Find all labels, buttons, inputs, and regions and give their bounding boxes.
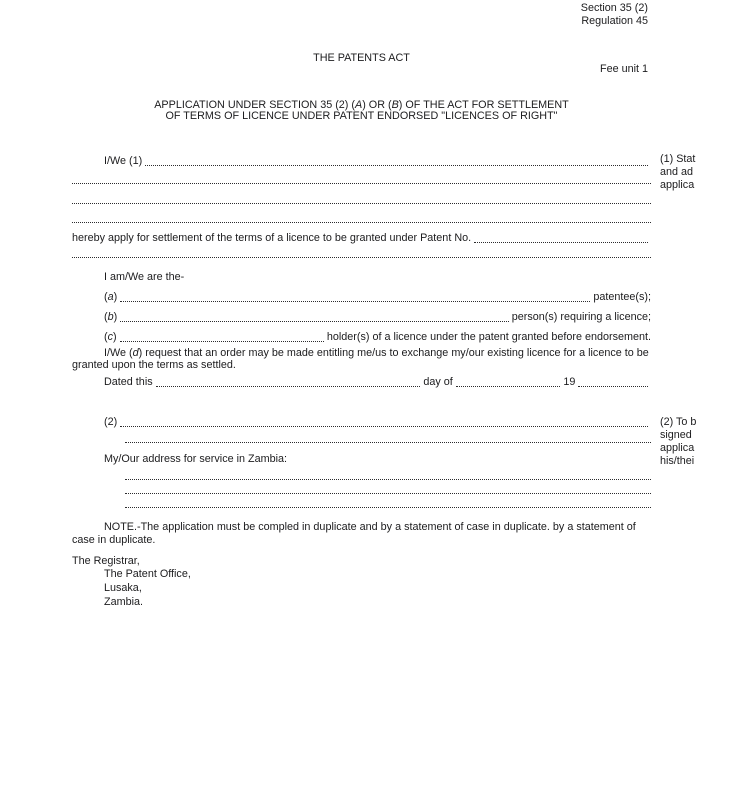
zambia-line: Zambia.	[104, 596, 144, 608]
form-title-line1: APPLICATION UNDER SECTION 35 (2) (A) OR (B) OF THE ACT FOR SETTLEMENT	[154, 99, 569, 111]
item-b-label: (b)	[104, 311, 118, 323]
dated-day-fill-line	[156, 386, 421, 387]
signature-fill-line-2	[125, 442, 651, 443]
applicant-fill-line-2	[72, 183, 651, 184]
item-a-label: (a)	[104, 291, 118, 303]
capacity-item-c	[104, 331, 651, 344]
margin-note-1-line2: and ad	[660, 166, 694, 178]
note-paragraph-line2: case in duplicate.	[72, 534, 156, 546]
item-b-fill-line	[120, 321, 509, 322]
dated-month-fill-line	[456, 386, 561, 387]
address-fill-line-1	[125, 479, 651, 480]
applicant-fill-line-4	[72, 222, 651, 223]
note-paragraph-line1: NOTE.-The application must be compled in duplicate and by a statement of case in duplicate. by a statement of	[104, 521, 636, 533]
dated-row	[104, 376, 651, 389]
applicant-name-fill-line	[145, 165, 648, 166]
item-a-fill-line	[120, 301, 590, 302]
margin-note-1-line3: applica	[660, 179, 695, 191]
form-title-line2: OF TERMS OF LICENCE UNDER PATENT ENDORSED "LICENCES OF RIGHT"	[165, 110, 558, 122]
margin-note-2-line4: his/thei	[660, 455, 695, 467]
signature-fill-line	[120, 426, 648, 427]
item-b-text: person(s) requiring a licence;	[511, 311, 651, 323]
act-title: THE PATENTS ACT	[313, 52, 410, 64]
request-paragraph-line1: I/We (d) request that an order may be made entitling me/us to exchange my/our existing licence for a licence to be	[104, 347, 649, 359]
capacity-item-a	[104, 291, 651, 304]
signature-label: (2)	[104, 416, 118, 428]
applicant-name-row	[104, 155, 651, 168]
applicant-label: I/We (1)	[104, 155, 143, 167]
dated-year-fill-line	[578, 386, 648, 387]
patent-number-row	[72, 232, 651, 245]
section-reference: Section 35 (2)	[580, 2, 648, 14]
margin-note-2-line1: (2) To b	[660, 416, 697, 428]
margin-note-1	[660, 153, 695, 192]
patent-number-fill-line-2	[72, 257, 651, 258]
patent-number-label: hereby apply for settlement of the terms of a licence to be granted under Patent No.	[72, 232, 472, 244]
item-c-text: holder(s) of a licence under the patent granted before endorsement.	[326, 331, 651, 343]
patent-number-fill-line	[474, 242, 648, 243]
applicant-fill-line-3	[72, 203, 651, 204]
patent-office-line: The Patent Office,	[104, 568, 191, 580]
address-fill-line-2	[125, 493, 651, 494]
request-paragraph-line2: granted upon the terms as settled.	[72, 359, 236, 371]
year-prefix-label: 19	[563, 376, 576, 388]
item-c-fill-line	[120, 341, 324, 342]
margin-note-2	[660, 416, 696, 468]
capacity-intro: I am/We are the-	[104, 271, 185, 283]
item-a-text: patentee(s);	[593, 291, 651, 303]
address-fill-line-3	[125, 507, 651, 508]
item-c-label: (c)	[104, 331, 117, 343]
signature-row	[104, 416, 651, 429]
registrar-line: The Registrar,	[72, 555, 140, 567]
regulation-reference: Regulation 45	[581, 15, 648, 27]
lusaka-line: Lusaka,	[104, 582, 142, 594]
margin-note-1-line1: (1) Stat	[660, 153, 696, 165]
capacity-item-b	[104, 311, 651, 324]
margin-note-2-line2: signed	[660, 429, 692, 441]
day-of-label: day of	[423, 376, 453, 388]
fee-unit-note: Fee unit 1	[599, 63, 648, 75]
address-service-label: My/Our address for service in Zambia:	[104, 453, 288, 465]
margin-note-2-line3: applica	[660, 442, 695, 454]
dated-label: Dated this	[104, 376, 153, 388]
